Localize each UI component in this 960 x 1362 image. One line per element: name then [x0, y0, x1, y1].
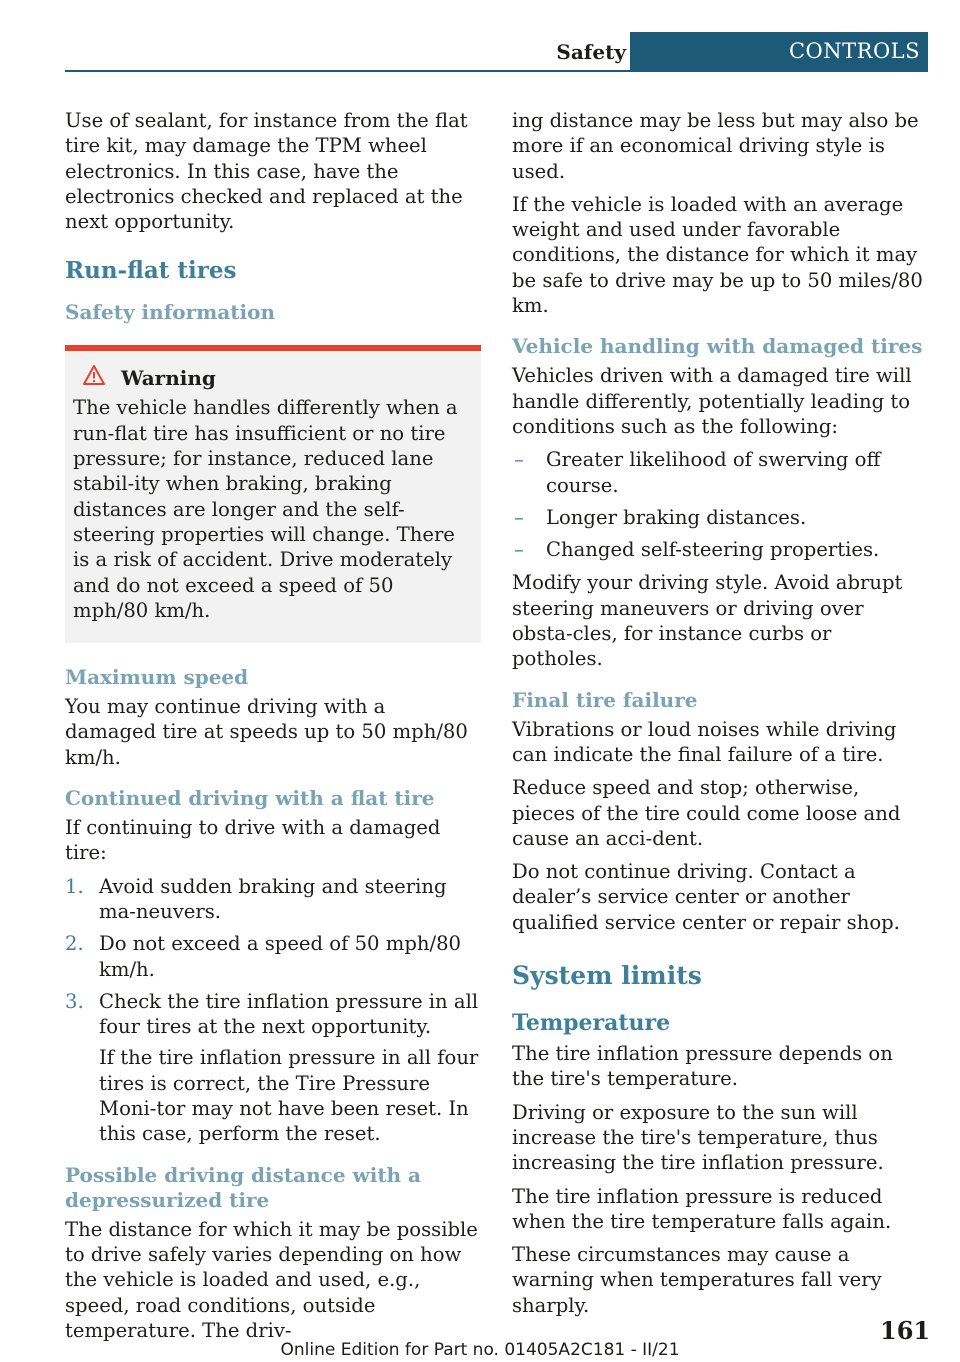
- handling-heading: Vehicle handling with damaged tires: [512, 334, 923, 359]
- temperature-text-3: The tire inflation pressure is reduced when the tire temperature falls again.: [512, 1184, 892, 1233]
- right-column: [512, 108, 928, 1326]
- warning-triangle-icon: [83, 365, 111, 391]
- page-number: 161: [880, 1316, 931, 1345]
- step-number: 1.: [65, 874, 84, 898]
- runflat-heading: Run-flat tires: [65, 257, 237, 285]
- handling-text: Vehicles driven with a damaged tire will handle differently, potentially leading to conditions such as the following:: [512, 364, 912, 438]
- list-item-text: Changed self-steering properties.: [546, 538, 880, 562]
- warning-title: Warning: [121, 366, 216, 391]
- step-number: 3.: [65, 989, 84, 1013]
- left-column: [65, 108, 481, 1351]
- header-section-title: Safety: [556, 40, 626, 64]
- driving-distance-heading: Possible driving distance with a depressurized tire: [65, 1162, 422, 1212]
- temperature-text-2: Driving or exposure to the sun will increase the tire's temperature, thus increasing the tire inflation pressure.: [512, 1100, 884, 1175]
- step-text: Do not exceed a speed of 50 mph/80 km/h.: [99, 932, 462, 981]
- step-extra-text: If the tire inflation pressure in all four tires is correct, the Tire Pressure Moni-tor may not have been reset. In this case, perform the reset.: [99, 1046, 479, 1146]
- system-limits-heading: System limits: [512, 961, 702, 991]
- safety-heading: Safety information: [65, 300, 276, 325]
- dash-bullet: –: [514, 505, 524, 529]
- header-chapter-title: CONTROLS: [630, 32, 928, 70]
- handling-list: [512, 447, 928, 562]
- dash-bullet: –: [514, 448, 524, 472]
- warning-box: [65, 345, 481, 643]
- step-text: Check the tire inflation pressure in all four tires at the next opportunity.: [99, 989, 479, 1039]
- intro-paragraph: Use of sealant, for instance from the flat tire kit, may damage the TPM wheel electronics. In this case, have the electronics checked and replaced at the next opportunity.: [65, 109, 468, 234]
- final-failure-text-3: Do not continue driving. Contact a dealer’s service center or another qualified service center or repair shop.: [512, 860, 900, 934]
- list-item: [65, 989, 481, 1147]
- max-speed-text: You may continue driving with a damaged tire at speeds up to 50 mph/80 km/h.: [65, 695, 468, 769]
- final-failure-heading: Final tire failure: [512, 687, 698, 712]
- warning-title-row: [73, 365, 473, 391]
- temperature-heading: Temperature: [512, 1010, 671, 1037]
- driving-distance-text: The distance for which it may be possible to drive safely varies depending on how the vehicle is loaded and used, e.g., speed, road conditions, outside temperature. The driv-: [65, 1217, 478, 1342]
- handling-modify-text: Modify your driving style. Avoid abrupt steering maneuvers or driving over obsta-cles, for instance curbs or potholes.: [512, 571, 903, 671]
- list-item: [512, 505, 928, 530]
- steps-list: [65, 874, 481, 1147]
- header-rule: [65, 70, 928, 72]
- list-item-text: Longer braking distances.: [546, 505, 807, 529]
- continued-driving-heading: Continued driving with a flat tire: [65, 786, 435, 811]
- list-item-text: Greater likelihood of swerving off course.: [546, 448, 881, 497]
- driving-distance-average: If the vehicle is loaded with an average weight and used under favorable conditions, the distance for which it may be safe to drive may be up to 50 miles/80 km.: [512, 192, 923, 318]
- final-failure-text-1: Vibrations or loud noises while driving can indicate the final failure of a tire.: [512, 717, 897, 766]
- footer-edition: Online Edition for Part no. 01405A2C181 - II/21: [280, 1340, 680, 1360]
- continued-driving-text: If continuing to drive with a damaged tire:: [65, 816, 441, 865]
- max-speed-heading: Maximum speed: [65, 665, 249, 690]
- list-item: [512, 537, 928, 562]
- warning-text: The vehicle handles differently when a run-flat tire has insufficient or no tire pressure; for instance, reduced lane stabil-ity when braking, braking distances are longer and the self-steering properties will change. There is a risk of accident. Drive moderately and do not exceed a speed of 50 mph/80 km/h.: [73, 396, 458, 622]
- temperature-text-4: These circumstances may cause a warning when temperatures fall very sharply.: [512, 1243, 882, 1317]
- final-failure-text-2: Reduce speed and stop; otherwise, pieces of the tire could come loose and cause an acci-dent.: [512, 776, 901, 850]
- driving-distance-continued: ing distance may be less but may also be more if an economical driving style is used.: [512, 109, 919, 183]
- temperature-text-1: The tire inflation pressure depends on the tire's temperature.: [512, 1042, 893, 1091]
- list-item: [65, 931, 481, 982]
- dash-bullet: –: [514, 538, 524, 562]
- step-text: Avoid sudden braking and steering ma-neuvers.: [99, 874, 447, 923]
- list-item: [65, 874, 481, 925]
- list-item: [512, 447, 928, 498]
- step-number: 2.: [65, 932, 84, 956]
